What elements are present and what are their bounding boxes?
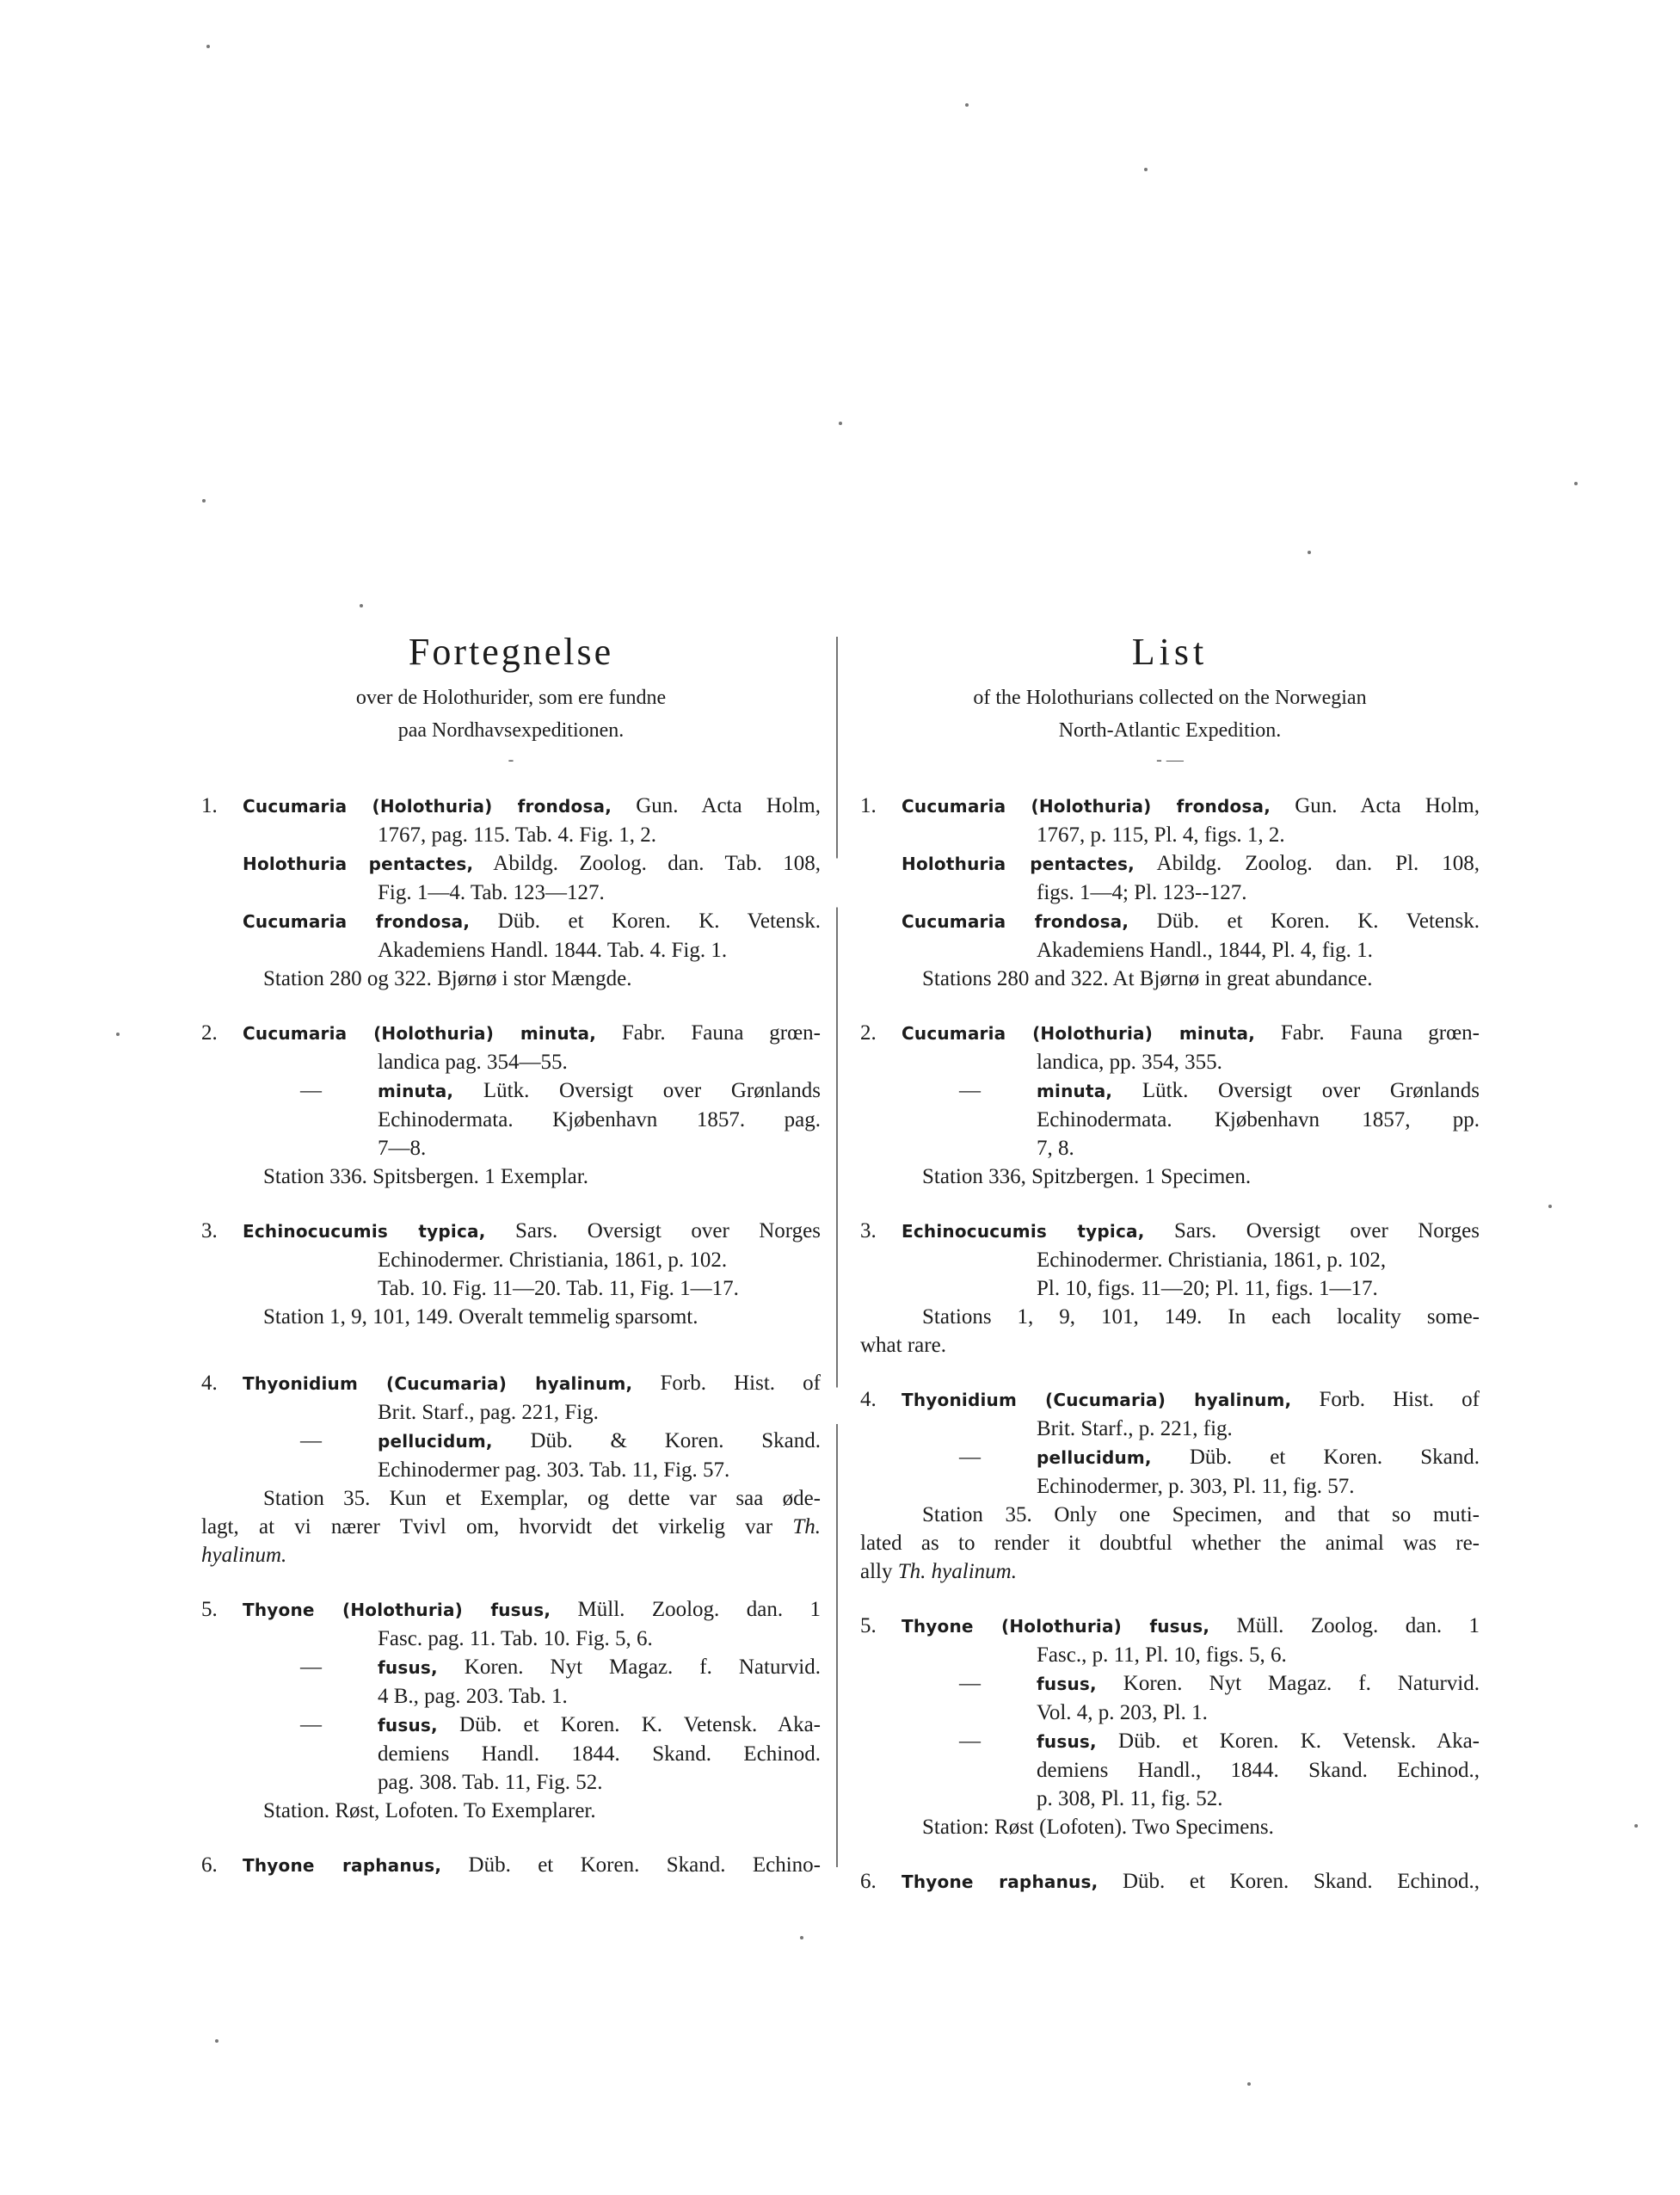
station-line: Stations 1, 9, 101, 149. In each locality some-	[922, 1305, 1480, 1329]
species-name: Holothuria pentactes,	[902, 854, 1135, 874]
species-name: fusus,	[1037, 1674, 1097, 1694]
entry-number: 3.	[201, 1219, 218, 1242]
entry-number: 6.	[860, 1870, 877, 1893]
left-title: Fortegnelse	[408, 631, 614, 673]
station-line: Station 35. Kun et Exemplar, og dette var saa øde-	[263, 1487, 821, 1510]
right-column	[860, 626, 1480, 1922]
left-subtitle-1: over de Holothurider, som ere fundne	[355, 687, 667, 709]
species-name: fusus,	[1037, 1731, 1097, 1752]
species-name: Echinocucumis typica,	[902, 1221, 1145, 1242]
species-name: fusus,	[378, 1715, 438, 1736]
left-column	[201, 626, 821, 1906]
left-head-mark: -	[508, 750, 514, 769]
station-line: Station 1, 9, 101, 149. Overalt temmelig sparsomt.	[263, 1305, 698, 1329]
species-name: Thyonidium (Cucumaria) hyalinum,	[243, 1373, 633, 1394]
left-entry-5: 5. Thyone (Holothuria) fusus, Müll. Zoolog. dan. 1 Fasc. pag. 11. Tab. 10. Fig. 5, 6. — fusus, Koren. Nyt Magaz. f. Naturvid. 4 B., pag. 203. Tab. 1. — fusus, Düb. et Koren. K. Vetensk. Aka- demiens Handl. 1844. Skand. Echinod. pag. 308. Tab. 11, Fig. 52. Station. Røst, Lofoten. To Exemplarer.	[201, 1595, 821, 1825]
right-entry-1: 1. Cucumaria (Holothuria) frondosa, Gun. Acta Holm, 1767, p. 115, Pl. 4, figs. 1, 2. Holothuria pentactes, Abildg. Zoolog. dan. Pl. 108, figs. 1—4; Pl. 123--127. Cucumaria frondosa, Düb. et Koren. K. Vetensk. Akademiens Handl., 1844, Pl. 4, fig. 1. Stations 280 and 322. At Bjørnø in great abundance.	[860, 792, 1480, 993]
entry-number: 5.	[201, 1598, 218, 1621]
right-entry-4: 4. Thyonidium (Cucumaria) hyalinum, Forb. Hist. of Brit. Starf., p. 221, fig. — pellucidum, Düb. et Koren. Skand. Echinodermer, p. 303, Pl. 11, fig. 57. Station 35. Only one Specimen, and that so muti- lated as to render it doubtful whether the animal was re- ally Th. hyalinum.	[860, 1385, 1480, 1586]
station-line: Station: Røst (Lofoten). Two Specimens.	[922, 1816, 1274, 1839]
right-subtitle-2: North-Atlantic Expedition.	[1058, 719, 1282, 742]
station-line: Station 336, Spitzbergen. 1 Specimen.	[922, 1165, 1252, 1188]
species-name: Cucumaria (Holothuria) minuta,	[902, 1023, 1256, 1044]
species-name: minuta,	[378, 1081, 454, 1101]
column-divider	[836, 637, 838, 1867]
entry-number: 5.	[860, 1614, 877, 1637]
species-name: pellucidum,	[1037, 1447, 1152, 1468]
species-name: Thyone raphanus,	[902, 1871, 1098, 1892]
species-name: Cucumaria frondosa,	[902, 911, 1129, 932]
station-line: Station 35. Only one Specimen, and that so muti-	[922, 1503, 1480, 1526]
species-name: Holothuria pentactes,	[243, 854, 474, 874]
left-subtitle-2: paa Nordhavsexpeditionen.	[397, 719, 625, 742]
species-name: Echinocucumis typica,	[243, 1221, 486, 1242]
species-name: Cucumaria frondosa,	[243, 911, 471, 932]
right-entry-5: 5. Thyone (Holothuria) fusus, Müll. Zoolog. dan. 1 Fasc., p. 11, Pl. 10, figs. 5, 6. — fusus, Koren. Nyt Magaz. f. Naturvid. Vol. 4, p. 203, Pl. 1. — fusus, Düb. et Koren. K. Vetensk. Aka- demiens Handl., 1844. Skand. Echinod., p. 308, Pl. 11, fig. 52. Station: Røst (Lofoten). Two Specimens.	[860, 1612, 1480, 1841]
station-line: Station 336. Spitsbergen. 1 Exemplar.	[263, 1165, 588, 1188]
station-line: Stations 280 and 322. At Bjørnø in great abundance.	[922, 967, 1373, 990]
species-name: minuta,	[1037, 1081, 1113, 1101]
entry-number: 1.	[201, 794, 218, 817]
entry-number: 6.	[201, 1853, 218, 1877]
species-name: Thyone (Holothuria) fusus,	[243, 1600, 551, 1620]
right-subtitle-1: of the Holothurians collected on the Norwegian	[973, 687, 1367, 709]
species-name: Cucumaria (Holothuria) minuta,	[243, 1023, 597, 1044]
entry-number: 2.	[860, 1021, 877, 1045]
left-entry-2: 2. Cucumaria (Holothuria) minuta, Fabr. Fauna grœn- landica pag. 354—55. — minuta, Lütk. Oversigt over Grønlands Echinodermata. Kjøbenhavn 1857. pag. 7—8. Station 336. Spitsbergen. 1 Exemplar.	[201, 1019, 821, 1191]
species-name: Thyonidium (Cucumaria) hyalinum,	[902, 1390, 1292, 1410]
species-name: fusus,	[378, 1657, 438, 1678]
left-entry-4: 4. Thyonidium (Cucumaria) hyalinum, Forb. Hist. of Brit. Starf., pag. 221, Fig. — pellucidum, Düb. & Koren. Skand. Echinodermer pag. 303. Tab. 11, Fig. 57. Station 35. Kun et Exemplar, og dette var saa øde- lagt, at vi nærer Tvivl om, hvorvidt det virkelig var Th. hyalinum.	[201, 1369, 821, 1569]
species-name: Thyone raphanus,	[243, 1855, 442, 1876]
entry-number: 4.	[201, 1372, 218, 1395]
species-name: Thyone (Holothuria) fusus,	[902, 1616, 1210, 1637]
station-line: Station 280 og 322. Bjørnø i stor Mængde.	[263, 967, 632, 990]
left-entry-1: 1. Cucumaria (Holothuria) frondosa, Gun. Acta Holm, 1767, pag. 115. Tab. 4. Fig. 1, 2. Holothuria pentactes, Abildg. Zoolog. dan. Tab. 108, Fig. 1—4. Tab. 123—127. Cucumaria frondosa, Düb. et Koren. K. Vetensk. Akademiens Handl. 1844. Tab. 4. Fig. 1. Station 280 og 322. Bjørnø i stor Mængde.	[201, 792, 821, 993]
entry-number: 2.	[201, 1021, 218, 1045]
right-entry-2: 2. Cucumaria (Holothuria) minuta, Fabr. Fauna grœn- landica, pp. 354, 355. — minuta, Lütk. Oversigt over Grønlands Echinodermata. Kjøbenhavn 1857, pp. 7, 8. Station 336, Spitzbergen. 1 Specimen.	[860, 1019, 1480, 1191]
species-name: pellucidum,	[378, 1431, 493, 1452]
right-title: List	[1131, 631, 1209, 673]
station-line: Station. Røst, Lofoten. To Exemplarer.	[263, 1799, 596, 1822]
entry-number: 3.	[860, 1219, 877, 1242]
right-head-mark: - —	[1156, 750, 1184, 769]
left-entry-6: 6. Thyone raphanus, Düb. et Koren. Skand. Echino-	[201, 1851, 821, 1880]
species-name: Cucumaria (Holothuria) frondosa,	[243, 796, 612, 817]
right-entry-6: 6. Thyone raphanus, Düb. et Koren. Skand. Echinod.,	[860, 1867, 1480, 1896]
left-entry-3: 3. Echinocucumis typica, Sars. Oversigt over Norges Echinodermer. Christiania, 1861, p. 102. Tab. 10. Fig. 11—20. Tab. 11, Fig. 1—17. Station 1, 9, 101, 149. Overalt temmelig sparsomt.	[201, 1217, 821, 1331]
species-name: Cucumaria (Holothuria) frondosa,	[902, 796, 1271, 817]
right-entry-3: 3. Echinocucumis typica, Sars. Oversigt over Norges Echinodermer. Christiania, 1861, p. 102, Pl. 10, figs. 11—20; Pl. 11, figs. 1—17. Stations 1, 9, 101, 149. In each locality some- what rare.	[860, 1217, 1480, 1360]
entry-number: 4.	[860, 1388, 877, 1411]
entry-number: 1.	[860, 794, 877, 817]
